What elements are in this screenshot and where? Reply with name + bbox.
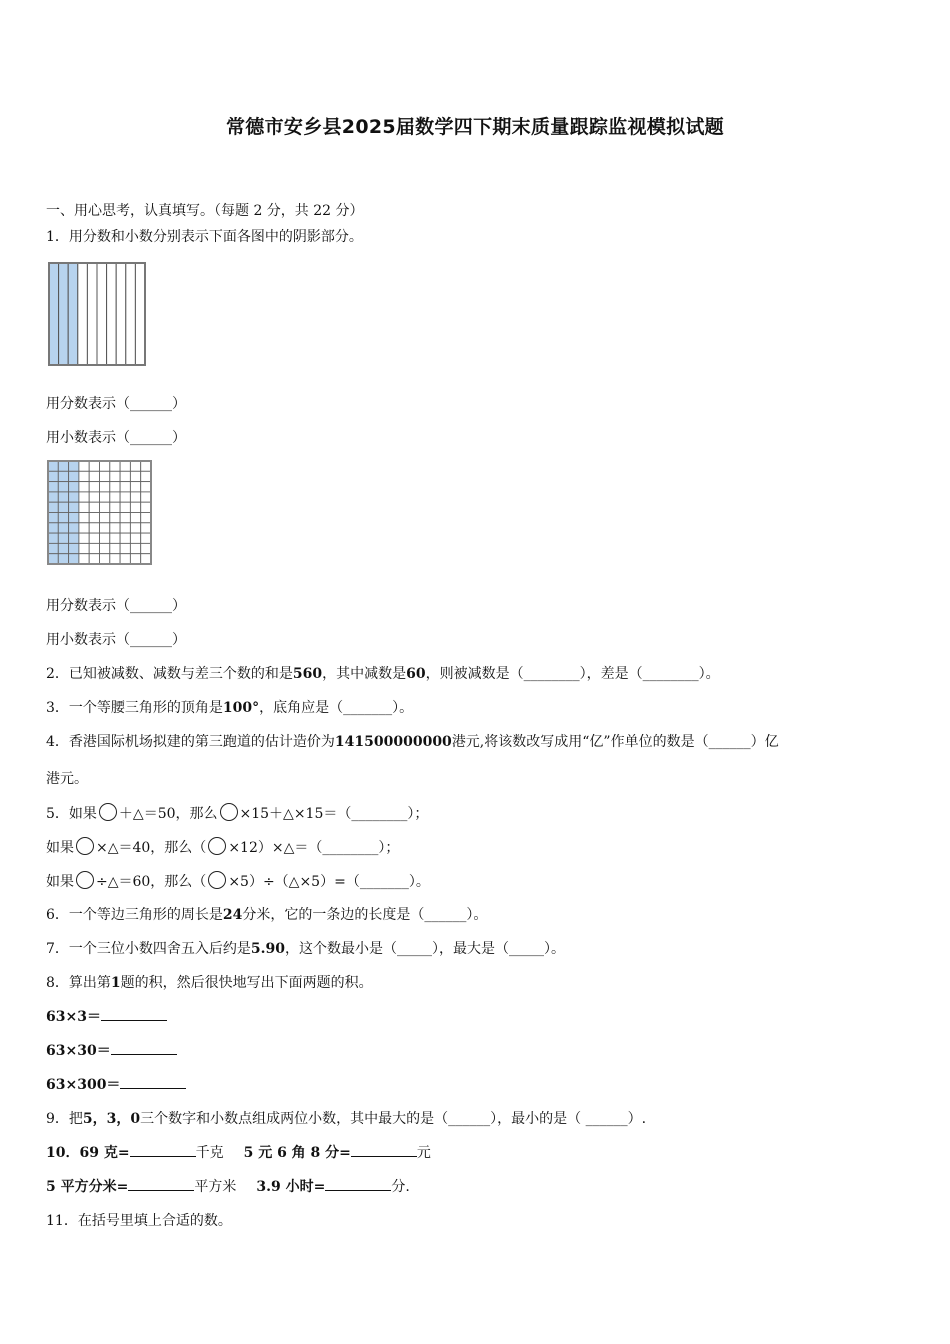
circle-symbol [208, 871, 226, 889]
answer-blank [130, 1143, 196, 1157]
grid-cell [120, 533, 130, 543]
grid-cell [110, 513, 120, 523]
circle-symbol [76, 837, 94, 855]
shaded-cell [69, 523, 79, 533]
page-title: 常德市安乡县2025届数学四下期末质量跟踪监视模拟试题 [226, 116, 724, 138]
grid-cell [141, 533, 151, 543]
q8-expression-2: 63×30＝ [46, 1041, 916, 1061]
grid-cell [79, 513, 89, 523]
grid-cell [100, 543, 110, 553]
shaded-cell [69, 502, 79, 512]
answer-blank [325, 1177, 391, 1191]
grid-cell [79, 461, 89, 471]
strip [78, 263, 88, 365]
grid-cell [120, 502, 130, 512]
shaded-cell [48, 471, 58, 481]
grid-cell [79, 533, 89, 543]
shaded-cell [69, 482, 79, 492]
shaded-cell [69, 461, 79, 471]
grid-cell [141, 461, 151, 471]
grid-cell [110, 533, 120, 543]
strip [87, 263, 97, 365]
question-10-line-2: 5 平方分米= 平方米 3.9 小时= 分. [46, 1179, 410, 1195]
grid-cell [120, 523, 130, 533]
strip [135, 263, 145, 365]
grid-cell [100, 502, 110, 512]
shaded-cell [69, 554, 79, 564]
grid-cell [141, 554, 151, 564]
question-8: 8．算出第1题的积，然后很快地写出下面两题的积。 [46, 975, 373, 991]
shaded-cell [48, 482, 58, 492]
grid-cell [130, 513, 140, 523]
grid-cell [130, 554, 140, 564]
shaded-cell [69, 471, 79, 481]
grid-cell [100, 523, 110, 533]
grid-cell [130, 471, 140, 481]
grid-cell [100, 482, 110, 492]
grid-cell [130, 482, 140, 492]
shaded-cell [58, 502, 68, 512]
grid-cell [79, 492, 89, 502]
grid-cell [120, 492, 130, 502]
shaded-cell [58, 513, 68, 523]
grid-cell [100, 461, 110, 471]
circle-symbol [76, 871, 94, 889]
grid-cell [130, 461, 140, 471]
shaded-cell [48, 543, 58, 553]
shaded-cell [58, 533, 68, 543]
grid-cell [141, 523, 151, 533]
grid-cell [120, 513, 130, 523]
answer-blank [111, 1041, 177, 1055]
grid-cell [79, 554, 89, 564]
grid-cell [141, 502, 151, 512]
shaded-cell [69, 492, 79, 502]
grid-cell [89, 543, 99, 553]
grid-figure [46, 459, 154, 567]
grid-cell [130, 523, 140, 533]
grid-cell [89, 492, 99, 502]
grid-cell [110, 543, 120, 553]
strip [116, 263, 126, 365]
shaded-cell [48, 523, 58, 533]
grid-cell [89, 554, 99, 564]
shaded-strip [68, 263, 78, 365]
grid-cell [89, 502, 99, 512]
shaded-cell [58, 523, 68, 533]
grid-cell [110, 554, 120, 564]
shaded-cell [48, 554, 58, 564]
question-4-cont: 港元。 [46, 771, 88, 787]
grid-cell [120, 543, 130, 553]
question-11: 11．在括号里填上合适的数。 [46, 1213, 232, 1229]
grid-cell [141, 482, 151, 492]
answer-blank [120, 1075, 186, 1089]
shaded-cell [69, 533, 79, 543]
shaded-cell [48, 502, 58, 512]
grid-cell [141, 513, 151, 523]
q1-fraction-a: 用分数表示（______） [46, 396, 186, 412]
grid-cell [100, 492, 110, 502]
grid-cell [110, 492, 120, 502]
question-5-line-3: 如果 ÷△＝60，那么（ ×5）÷（△×5）=（_______）。 [46, 871, 916, 892]
strip [126, 263, 136, 365]
q1-decimal-b: 用小数表示（______） [46, 632, 186, 648]
grid-cell [89, 482, 99, 492]
grid-cell [89, 513, 99, 523]
shaded-cell [58, 492, 68, 502]
grid-cell [110, 461, 120, 471]
grid-cell [130, 533, 140, 543]
shaded-cell [48, 492, 58, 502]
question-5-line-2: 如果 ×△＝40，那么（ ×12）×△＝（________）； [46, 837, 916, 858]
answer-blank [351, 1143, 417, 1157]
shaded-cell [69, 513, 79, 523]
section-heading: 一、用心思考，认真填写。（每题 2 分，共 22 分） [46, 203, 364, 219]
grid-cell [120, 471, 130, 481]
grid-cell [100, 471, 110, 481]
question-6: 6．一个等边三角形的周长是24分米，它的一条边的长度是（______）。 [46, 907, 488, 923]
strip [97, 263, 107, 365]
shaded-cell [48, 533, 58, 543]
question-7: 7．一个三位小数四舍五入后约是5.90，这个数最小是（_____），最大是（_____）。 [46, 941, 566, 957]
shaded-cell [58, 471, 68, 481]
q1-fraction-b: 用分数表示（______） [46, 598, 186, 614]
grid-cell [141, 543, 151, 553]
grid-cell [79, 502, 89, 512]
shaded-strip [59, 263, 69, 365]
shaded-cell [58, 543, 68, 553]
shaded-strip [49, 263, 59, 365]
circle-symbol [99, 803, 117, 821]
grid-cell [130, 543, 140, 553]
grid-cell [141, 471, 151, 481]
grid-cell [141, 492, 151, 502]
circle-symbol [208, 837, 226, 855]
grid-cell [100, 554, 110, 564]
answer-blank [101, 1007, 167, 1021]
grid-cell [110, 502, 120, 512]
question-1: 1．用分数和小数分别表示下面各图中的阴影部分。 [46, 229, 363, 245]
shaded-cell [58, 482, 68, 492]
shaded-cell [48, 513, 58, 523]
question-9: 9．把5，3，0三个数字和小数点组成两位小数，其中最大的是（______），最小的是（ ______）. [46, 1111, 647, 1127]
grid-cell [110, 482, 120, 492]
grid-cell [100, 513, 110, 523]
q8-expression-1: 63×3＝ [46, 1007, 916, 1027]
grid-cell [89, 523, 99, 533]
shaded-cell [48, 461, 58, 471]
grid-cell [110, 471, 120, 481]
question-5-line-1: 5．如果 ＋△＝50，那么 ×15＋△×15＝（________）； [46, 803, 916, 824]
grid-cell [110, 523, 120, 533]
question-2: 2．已知被减数、减数与差三个数的和是560，其中减数是60，则被减数是（________），差是（________）。 [46, 666, 720, 682]
grid-cell [79, 482, 89, 492]
circle-symbol [220, 803, 238, 821]
answer-blank [128, 1177, 194, 1191]
grid-cell [130, 492, 140, 502]
grid-cell [79, 471, 89, 481]
grid-cell [120, 554, 130, 564]
grid-cell [120, 482, 130, 492]
shaded-cell [58, 461, 68, 471]
question-10-line-1: 10．69 克= 千克 5 元 6 角 8 分= 元 [46, 1145, 431, 1161]
grid-cell [89, 533, 99, 543]
grid-cell [89, 461, 99, 471]
shaded-cell [58, 554, 68, 564]
question-3: 3．一个等腰三角形的顶角是100°，底角应是（_______）。 [46, 700, 414, 716]
q8-expression-3: 63×300＝ [46, 1075, 916, 1095]
grid-cell [79, 543, 89, 553]
grid-cell [130, 502, 140, 512]
grid-cell [79, 523, 89, 533]
grid-cell [100, 533, 110, 543]
q1-decimal-a: 用小数表示（______） [46, 430, 186, 446]
shaded-cell [69, 543, 79, 553]
question-4: 4．香港国际机场拟建的第三跑道的估计造价为141500000000港元,将该数改写成用“亿”作单位的数是（______）亿 [46, 734, 779, 750]
strip [107, 263, 117, 365]
strip-figure [46, 261, 148, 367]
grid-cell [120, 461, 130, 471]
grid-cell [89, 471, 99, 481]
